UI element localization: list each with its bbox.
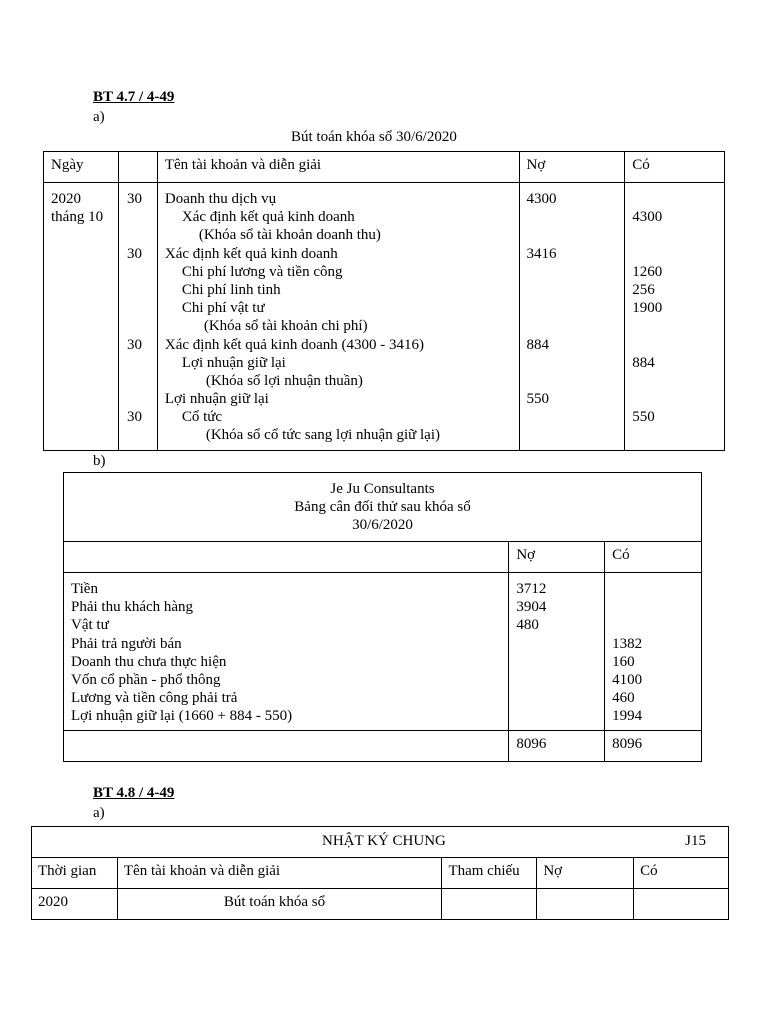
- credit-value: [632, 190, 724, 208]
- debit-value: [527, 263, 625, 281]
- day-value: [127, 281, 157, 299]
- balance-account: Vật tư: [71, 617, 109, 634]
- debit-value: [527, 208, 625, 226]
- account-line: (Khóa sổ tài khoản chi phí): [203, 318, 368, 335]
- balance-debit: [516, 707, 604, 725]
- debit-value: [527, 317, 625, 335]
- account-line: Chi phí vật tư: [181, 300, 265, 317]
- day-cell: [118, 183, 157, 451]
- account-line: Xác định kết quả kinh doanh (4300 - 3416): [164, 336, 424, 353]
- closing-entries-caption: Bút toán khóa sổ 30/6/2020: [291, 129, 457, 145]
- balance-account: Tiền: [71, 581, 98, 597]
- journal-description: Bút toán khóa sổ: [117, 889, 442, 920]
- balance-account: Vốn cổ phần - phổ thông: [71, 671, 221, 688]
- debit-value: [527, 426, 625, 444]
- date-year: 2020: [51, 191, 81, 207]
- date-header: Ngày: [44, 152, 119, 183]
- day-value: 30: [126, 409, 142, 426]
- credit-cell: [625, 183, 725, 451]
- debit-value: [527, 354, 625, 372]
- day-value: 30: [126, 245, 142, 262]
- balance-debit: [516, 635, 604, 653]
- account-cell: [157, 183, 519, 451]
- day-value: [127, 263, 157, 281]
- day-value: [127, 372, 157, 390]
- debit-value: 4300: [526, 191, 557, 207]
- company-name: Je Ju Consultants: [330, 481, 435, 497]
- account-line: (Khóa sổ lợi nhuận thuần): [205, 372, 363, 389]
- account-line: (Khóa sổ tài khoản doanh thu): [198, 227, 381, 244]
- debit-cell: [519, 183, 625, 451]
- reference-header: Tham chiếu: [442, 858, 537, 889]
- account-line: Lợi nhuận giữ lại: [181, 354, 286, 371]
- journal-credit-header: Có: [634, 858, 729, 889]
- account-line: Xác định kết quả kinh doanh: [164, 245, 338, 262]
- day-value: [127, 390, 157, 408]
- debit-header: Nợ: [519, 152, 625, 183]
- debit-value: [527, 299, 625, 317]
- credit-value: 4300: [632, 209, 663, 226]
- debit-value: [527, 226, 625, 244]
- post-closing-trial-balance: [63, 472, 702, 762]
- account-line: Cổ tức: [181, 409, 223, 426]
- debit-value: 884: [526, 336, 550, 353]
- journal-debit-header: Nợ: [537, 858, 634, 889]
- journal-year: 2020: [32, 889, 118, 920]
- balance-account: Doanh thu chưa thực hiện: [71, 653, 227, 670]
- balance-title: Bảng cân đối thử sau khóa sổ: [294, 499, 471, 516]
- credit-value: [632, 390, 724, 408]
- credit-value: [632, 372, 724, 390]
- balance-credit: 160: [612, 653, 635, 670]
- credit-header: Có: [625, 152, 725, 183]
- total-debit: 8096: [509, 731, 605, 762]
- date-month: tháng 10: [51, 209, 104, 226]
- credit-value: 550: [632, 409, 655, 426]
- account-line: Chi phí linh tinh: [181, 281, 281, 298]
- balance-header: [64, 473, 702, 542]
- day-value: [127, 317, 157, 335]
- journal-ref-cell: [442, 889, 537, 920]
- balance-credit: 460: [612, 690, 635, 707]
- journal-title-row: [32, 827, 729, 858]
- balance-debit: 3904: [516, 599, 547, 616]
- balance-account: Lợi nhuận giữ lại (1660 + 884 - 550): [71, 708, 293, 725]
- balance-credit: [612, 598, 701, 616]
- balance-debit: [516, 653, 604, 671]
- exercise-4-8-title: BT 4.8 / 4-49: [93, 785, 175, 801]
- day-value: [127, 354, 157, 372]
- balance-debit-header: Nợ: [509, 542, 605, 573]
- balance-accounts-cell: [64, 573, 509, 731]
- balance-debit: [516, 689, 604, 707]
- account-line: (Khóa sổ cổ tức sang lợi nhuận giữ lại): [205, 427, 440, 444]
- balance-account: Lương và tiền công phải trả: [71, 690, 238, 707]
- day-value: [127, 299, 157, 317]
- debit-value: [527, 408, 625, 426]
- general-journal-table: [31, 826, 729, 920]
- debit-value: [527, 372, 625, 390]
- credit-value: [632, 336, 724, 354]
- account-line: Lợi nhuận giữ lại: [164, 391, 269, 408]
- journal-credit-cell: [634, 889, 729, 920]
- debit-value: [527, 281, 625, 299]
- blank-header: [64, 542, 509, 573]
- credit-value: [632, 226, 724, 244]
- day-value: [127, 426, 157, 444]
- balance-credit: 1994: [612, 708, 643, 725]
- balance-credit: 4100: [612, 671, 643, 688]
- account-header: Tên tài khoản và diễn giải: [157, 152, 519, 183]
- debit-value: 3416: [526, 245, 557, 262]
- account-line: Chi phí lương và tiền công: [181, 263, 343, 280]
- day-value: [127, 226, 157, 244]
- exercise-4-7-title: BT 4.7 / 4-49: [93, 89, 175, 105]
- day-value: 30: [126, 336, 142, 353]
- journal-account-header: Tên tài khoản và diễn giải: [117, 858, 442, 889]
- balance-account: Phải thu khách hàng: [71, 599, 194, 616]
- time-header: Thời gian: [32, 858, 118, 889]
- total-credit: 8096: [605, 731, 702, 762]
- balance-debits-cell: [509, 573, 605, 731]
- total-label-cell: [64, 731, 509, 762]
- account-line: Xác định kết quả kinh doanh: [181, 209, 355, 226]
- balance-credit: [612, 580, 701, 598]
- balance-credit-header: Có: [605, 542, 702, 573]
- balance-debit: 3712: [516, 581, 547, 597]
- credit-value: [632, 317, 724, 335]
- part-b-label: b): [93, 453, 106, 469]
- account-line: Doanh thu dịch vụ: [164, 191, 277, 207]
- credit-value: 884: [632, 354, 655, 371]
- balance-credit: 1382: [612, 635, 643, 652]
- day-header: [118, 152, 157, 183]
- balance-date: 30/6/2020: [352, 517, 413, 534]
- credit-value: 1260: [632, 263, 663, 280]
- credit-value: [632, 426, 724, 444]
- part-a-label-2: a): [93, 805, 105, 821]
- journal-page: J15: [685, 833, 706, 849]
- part-a-label: a): [93, 109, 105, 125]
- journal-debit-cell: [537, 889, 634, 920]
- journal-title: NHẬT KÝ CHUNG: [322, 833, 446, 849]
- balance-debit: 480: [516, 617, 539, 634]
- closing-entries-table: [43, 151, 725, 451]
- balance-credits-cell: [605, 573, 702, 731]
- balance-account: Phải trả người bán: [71, 635, 182, 652]
- date-cell: [44, 183, 119, 451]
- credit-value: 1900: [632, 300, 663, 317]
- credit-value: 256: [632, 281, 655, 298]
- day-value: 30: [126, 191, 142, 207]
- balance-debit: [516, 671, 604, 689]
- balance-credit: [612, 616, 701, 634]
- day-value: [127, 208, 157, 226]
- credit-value: [632, 245, 724, 263]
- debit-value: 550: [526, 391, 550, 408]
